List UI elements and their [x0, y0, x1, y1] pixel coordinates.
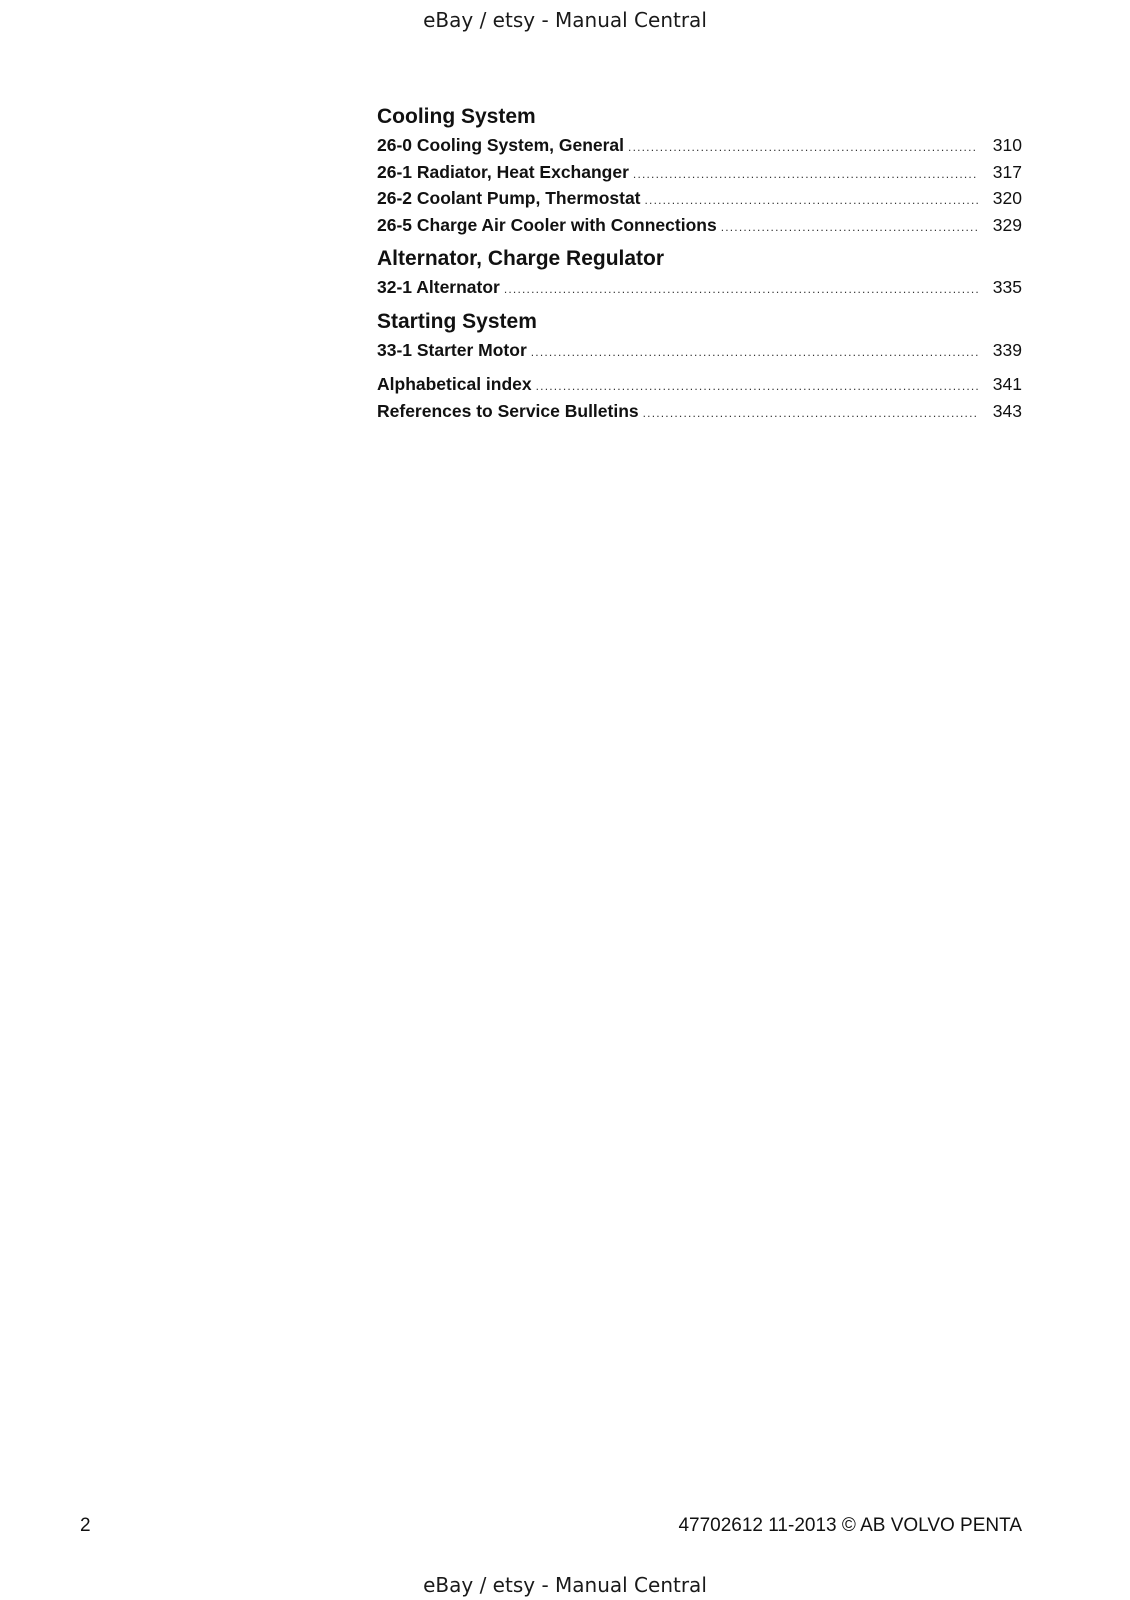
toc-entry-label: 33-1 Starter Motor [377, 339, 527, 360]
toc-entry-label: Alphabetical index [377, 374, 532, 394]
dot-leader [633, 161, 978, 188]
toc-section-cooling-system [377, 102, 1022, 238]
dot-leader [531, 339, 978, 366]
dot-leader [504, 276, 978, 303]
toc-entry-service-bulletins[interactable] [377, 398, 1022, 425]
footer-page-number: 2 [80, 1515, 91, 1536]
dot-leader [645, 187, 978, 214]
toc-entry-label: 26-5 Charge Air Cooler with Connections [377, 214, 717, 235]
toc-entry-alphabetical-index[interactable] [377, 371, 1022, 398]
toc-appendices [377, 371, 1022, 424]
toc-entry[interactable] [377, 337, 1022, 364]
section-title: Alternator, Charge Regulator [377, 247, 665, 270]
header-watermark: eBay / etsy - Manual Central [423, 8, 707, 32]
footer-document-info: 47702612 11-2013 © AB VOLVO PENTA [678, 1515, 1022, 1536]
toc-entry-page: 317 [992, 161, 1022, 182]
toc-entry[interactable] [377, 159, 1022, 186]
toc-entry[interactable] [377, 274, 1022, 301]
toc-entry-label: 32-1 Alternator [377, 277, 500, 297]
toc-entry-page: 335 [992, 277, 1022, 297]
table-of-contents [377, 100, 1022, 424]
toc-entry-label: 26-1 Radiator, Heat Exchanger [377, 161, 629, 182]
toc-section-starting-system [377, 307, 1022, 364]
toc-entry-page: 320 [992, 188, 1022, 208]
toc-entry-page: 343 [992, 400, 1022, 421]
toc-entry-page: 341 [992, 374, 1022, 394]
toc-entry-label: 26-2 Coolant Pump, Thermostat [377, 188, 641, 208]
section-title: Cooling System [377, 105, 536, 128]
toc-entry[interactable] [377, 212, 1022, 239]
toc-entry[interactable] [377, 185, 1022, 212]
toc-entry-label: References to Service Bulletins [377, 400, 639, 421]
toc-entry-page: 339 [992, 339, 1022, 360]
dot-leader [721, 214, 978, 241]
toc-entry[interactable] [377, 132, 1022, 159]
toc-section-alternator [377, 244, 1022, 301]
dot-leader [628, 134, 978, 161]
toc-entry-label: 26-0 Cooling System, General [377, 135, 625, 155]
dot-leader [536, 373, 978, 400]
dot-leader [643, 400, 978, 427]
footer-watermark: eBay / etsy - Manual Central [423, 1573, 707, 1597]
section-title: Starting System [377, 309, 537, 333]
toc-entry-page: 310 [992, 135, 1022, 155]
toc-entry-page: 329 [992, 214, 1022, 235]
